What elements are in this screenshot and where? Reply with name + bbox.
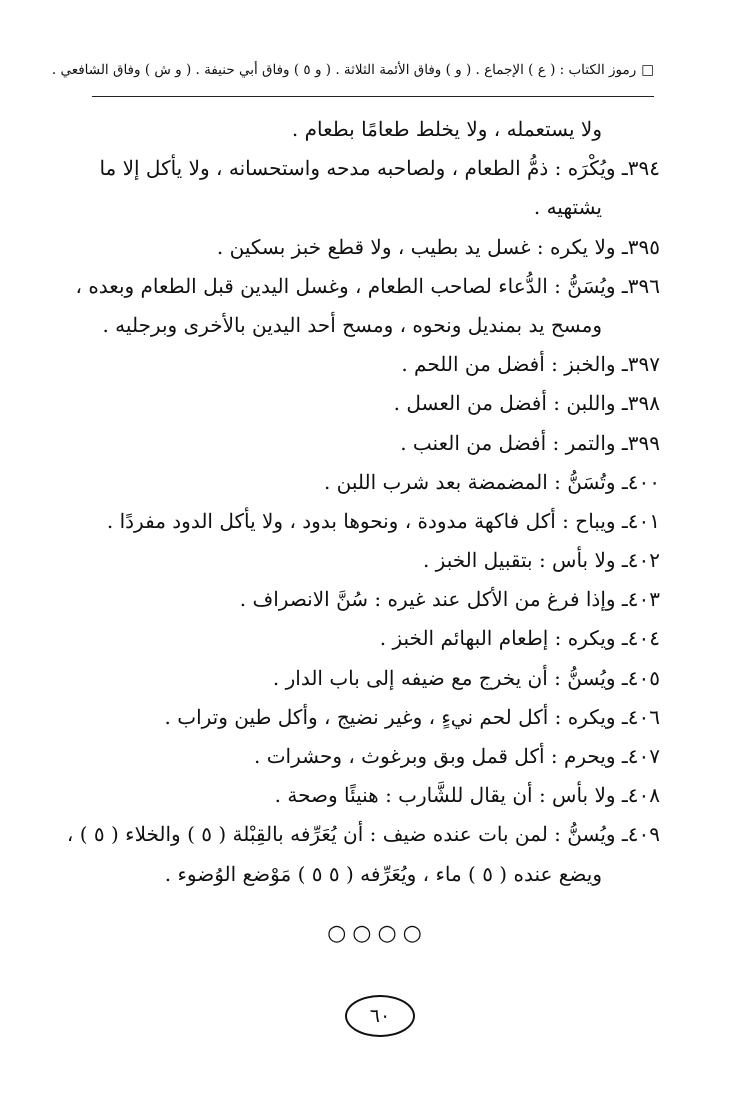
text-line: ٣٩٥ـ ولا يكره : غسل يد بطيب ، ولا قطع خبز بسكين . bbox=[216, 234, 660, 259]
text-line: ٤٠٦ـ ويكره : أكل لحم نيءٍ ، وغير نضيج ، وأكل طين وتراب . bbox=[164, 704, 660, 729]
text-line: ٤٠٢ـ ولا بأس : بتقبيل الخبز . bbox=[422, 548, 660, 573]
text-line: ومسح يد بمنديل ونحوه ، ومسح أحد اليدين بالأخرى وبرجليه . bbox=[102, 312, 602, 337]
text-line: ٣٩٨ـ واللبن : أفضل من العسل . bbox=[393, 391, 660, 416]
text-line: ٤٠٣ـ وإذا فرغ من الأكل عند غيره : سُنَّ الانصراف . bbox=[239, 587, 660, 612]
text-line: ٣٩٧ـ والخبز : أفضل من اللحم . bbox=[401, 352, 660, 377]
text-line: ٤٠٧ـ ويحرم : أكل قمل وبق وبرغوث ، وحشرات . bbox=[254, 744, 660, 768]
text-line: ٤٠١ـ ويباح : أكل فاكهة مدودة ، ونحوها بدود ، ولا يأكل الدود مفردًا . bbox=[106, 508, 660, 533]
text-line: ولا يستعمله ، ولا يخلط طعامًا بطعام . bbox=[291, 117, 602, 141]
text-line: ٤٠٨ـ ولا بأس : أن يقال للشَّارب : هنيئًا وصحة . bbox=[274, 783, 660, 808]
text-line: ٤٠٤ـ ويكره : إطعام البهائم الخبز . bbox=[379, 626, 660, 651]
section-end-circles: ○○○○ bbox=[327, 921, 428, 946]
text-line: ٣٩٩ـ والتمر : أفضل من العنب . bbox=[400, 430, 660, 455]
text-line: ٤٠٩ـ ويُسنُّ : لمن بات عنده ضيف : أن يُعَرِّفه بالقِبْلة ( ٥ ) والخلاء ( ٥ ) ، bbox=[66, 822, 660, 847]
body-text bbox=[66, 110, 660, 894]
text-line: ٤٠٠ـ وتُسَنُّ : المضمضة بعد شرب اللبن . bbox=[323, 469, 660, 494]
text-line: ٤٠٥ـ ويُسنُّ : أن يخرج مع ضيفه إلى باب الدار . bbox=[272, 665, 660, 690]
text-line: ٣٩٤ـ ويُكْرَه : ذمُّ الطعام ، ولصاحبه مدحه واستحسانه ، ولا يأكل إلا ما bbox=[99, 156, 660, 181]
text-line: ويضع عنده ( ٥ ) ماء ، ويُعَرِّفه ( ٥ ٥ ) مَوْضع الوُضوء . bbox=[164, 861, 602, 886]
book-codes-text: رموز الكتاب : ( ع ) الإجماع . ( و ) وفاق الأئمة الثلاثة . ( و ٥ ) وفاق أبي حنيفة . ( و ش ) وفاق الشافعي . bbox=[51, 62, 637, 78]
text-line: ٣٩٦ـ ويُسَنُّ : الدُّعاء لصاحب الطعام ، وغسل اليدين قبل الطعام وبعده ، bbox=[75, 273, 660, 298]
book-codes-header bbox=[51, 62, 654, 78]
text-line: يشتهيه . bbox=[533, 195, 602, 220]
page-number: ٦٠ bbox=[345, 995, 415, 1037]
square-bullet-icon: □ bbox=[641, 62, 654, 78]
header-divider bbox=[92, 96, 654, 97]
